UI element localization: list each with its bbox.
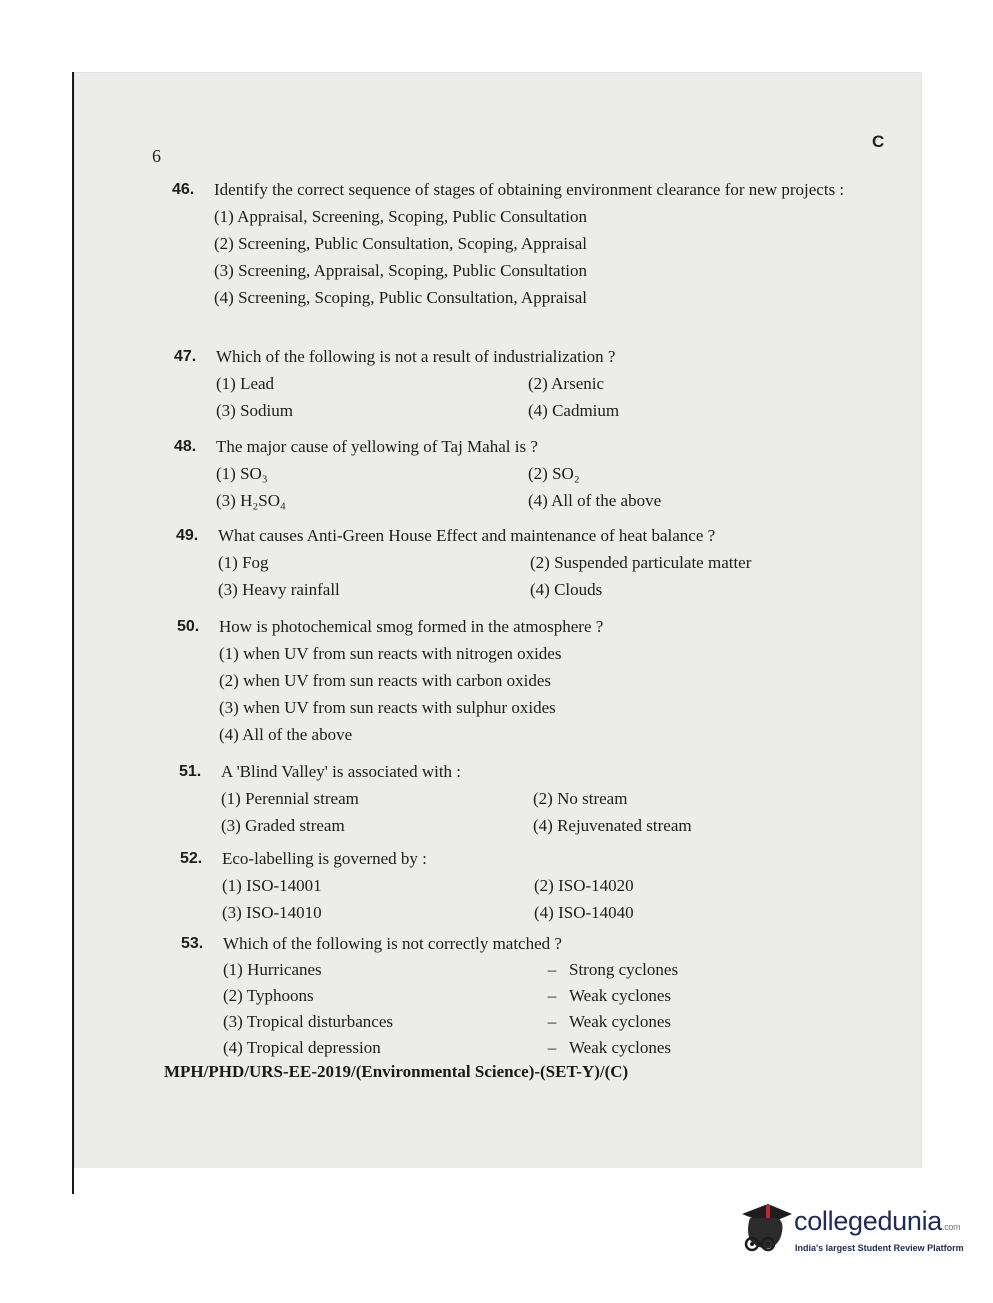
option-row (216, 370, 854, 397)
option-3: (3) Sodium (216, 401, 293, 420)
question-number: 52. (180, 850, 203, 867)
option-4: (4) Clouds (530, 580, 603, 599)
question-53 (181, 931, 861, 1061)
match-dash: – (547, 1038, 557, 1057)
question-46 (172, 176, 887, 311)
option-2: (2) No stream (533, 789, 628, 808)
question-49 (176, 522, 876, 603)
match-row (223, 1009, 861, 1035)
question-text: What causes Anti-Green House Effect and maintenance of heat balance ? (218, 526, 716, 545)
option-4: (4) All of the above (219, 725, 353, 744)
option-row (221, 785, 859, 812)
question-text: Which of the following is not correctly matched ? (223, 934, 562, 953)
option-4: (4) Cadmium (528, 401, 620, 420)
question-number: 49. (176, 527, 199, 544)
match-dash: – (547, 960, 557, 979)
option-3: (3) Heavy rainfall (218, 580, 340, 599)
question-text: The major cause of yellowing of Taj Mahal is ? (216, 437, 538, 456)
question-52 (180, 845, 860, 926)
option-3: (3) ISO-14010 (222, 903, 322, 922)
option-row (221, 812, 859, 839)
match-dash: – (547, 986, 557, 1005)
match-left: (4) Tropical depression (223, 1038, 381, 1057)
match-row (223, 1035, 861, 1061)
option-3: (3) H₂SO₄ (216, 491, 286, 510)
logo-suffix: .com (942, 1222, 961, 1232)
option-1: (1) when UV from sun reacts with nitrogen oxides (219, 644, 562, 663)
question-51 (179, 758, 859, 839)
option-1: (1) ISO-14001 (222, 876, 322, 895)
question-47 (174, 343, 854, 424)
logo-tagline: India's largest Student Review Platform (795, 1243, 964, 1253)
option-1: (1) SO₃ (216, 464, 268, 483)
match-left: (3) Tropical disturbances (223, 1012, 393, 1031)
logo-wordmark (794, 1206, 960, 1237)
option-2: (2) Screening, Public Consultation, Scoping, Appraisal (214, 234, 588, 253)
option-2: (2) Arsenic (528, 374, 605, 393)
option-4: (4) All of the above (528, 491, 662, 510)
option-2: (2) SO₂ (528, 464, 580, 483)
graduate-mascot-icon (738, 1200, 794, 1256)
paper-code-footer: MPH/PHD/URS-EE-2019/(Environmental Science)-(SET-Y)/(C) (164, 1062, 629, 1081)
collegedunia-logo[interactable] (738, 1200, 963, 1260)
question-text: How is photochemical smog formed in the atmosphere ? (219, 617, 604, 636)
option-1: (1) Perennial stream (221, 789, 359, 808)
option-row (218, 576, 876, 603)
option-row (216, 460, 854, 487)
question-50 (177, 613, 857, 748)
question-number: 46. (172, 181, 195, 198)
question-text: Identify the correct sequence of stages of obtaining environment clearance for new projects : (214, 180, 845, 199)
option-3: (3) when UV from sun reacts with sulphur oxides (219, 698, 556, 717)
option-row (216, 487, 854, 514)
scan-bottom-edge (72, 1168, 922, 1194)
option-1: (1) Appraisal, Screening, Scoping, Public Consultation (214, 207, 588, 226)
question-text: Eco-labelling is governed by : (222, 849, 427, 868)
option-2: (2) Suspended particulate matter (530, 553, 752, 572)
match-right: Weak cyclones (569, 1038, 671, 1057)
match-left: (1) Hurricanes (223, 960, 322, 979)
option-1: (1) Lead (216, 374, 275, 393)
option-row (218, 549, 876, 576)
logo-name: collegedunia (794, 1206, 943, 1236)
match-right: Weak cyclones (569, 986, 671, 1005)
question-text: Which of the following is not a result of industrialization ? (216, 347, 616, 366)
option-3: (3) Screening, Appraisal, Scoping, Public Consultation (214, 261, 588, 280)
option-2: (2) when UV from sun reacts with carbon oxides (219, 671, 552, 690)
match-row (223, 983, 861, 1009)
match-right: Strong cyclones (569, 960, 679, 979)
match-right: Weak cyclones (569, 1012, 671, 1031)
option-row (222, 899, 860, 926)
match-left: (2) Typhoons (223, 986, 314, 1005)
option-3: (3) Graded stream (221, 816, 345, 835)
question-number: 47. (174, 348, 197, 365)
question-number: 53. (181, 935, 204, 952)
question-text: A 'Blind Valley' is associated with : (221, 762, 462, 781)
option-2: (2) ISO-14020 (534, 876, 634, 895)
option-4: (4) ISO-14040 (534, 903, 634, 922)
option-4: (4) Rejuvenated stream (533, 816, 692, 835)
option-1: (1) Fog (218, 553, 269, 572)
set-code: C (872, 132, 885, 151)
page-number: 6 (152, 146, 161, 166)
match-dash: – (547, 1012, 557, 1031)
question-number: 51. (179, 763, 202, 780)
question-48 (174, 433, 854, 514)
option-4: (4) Screening, Scoping, Public Consultation, Appraisal (214, 288, 588, 307)
option-row (216, 397, 854, 424)
match-row (223, 957, 861, 983)
option-row (222, 872, 860, 899)
question-number: 50. (177, 618, 200, 635)
question-number: 48. (174, 438, 197, 455)
